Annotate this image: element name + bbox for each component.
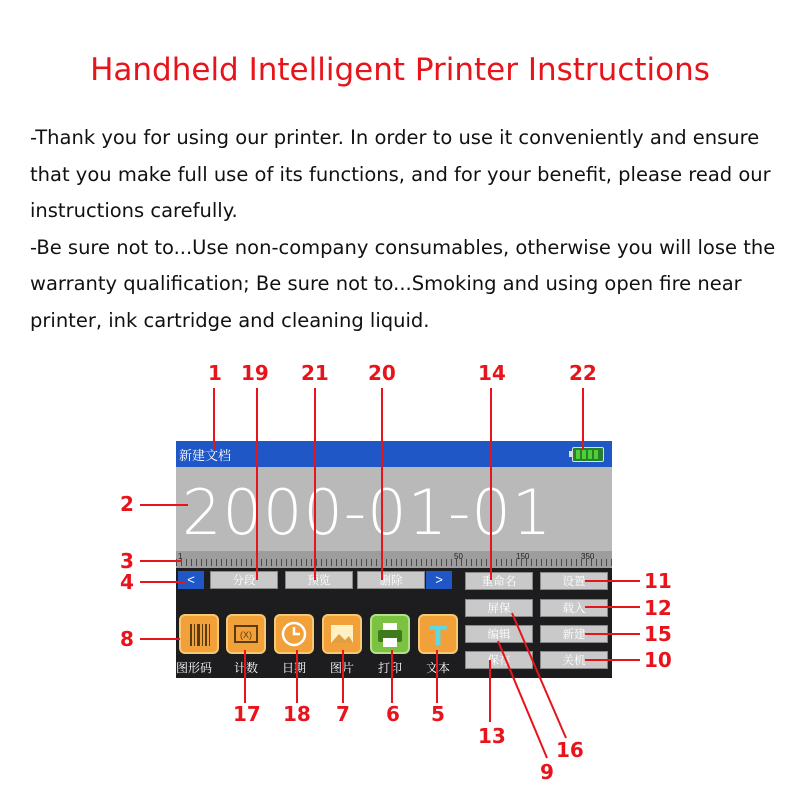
document-title: 新建文档 — [179, 448, 232, 463]
page-title: Handheld Intelligent Printer Instructions — [90, 52, 710, 88]
date-label: 日期 — [282, 661, 307, 675]
callout-3: 3 — [120, 549, 134, 573]
image-label: 图片 — [330, 661, 355, 675]
callout-7: 7 — [336, 702, 350, 726]
svg-text:(X): (X) — [240, 630, 252, 640]
callout-2: 2 — [120, 492, 134, 516]
callout-18: 18 — [283, 702, 311, 726]
callout-21: 21 — [301, 361, 329, 385]
callout-9: 9 — [540, 760, 554, 784]
shutdown-button[interactable]: 关机 — [540, 651, 608, 669]
save-button[interactable]: 保存 — [465, 651, 533, 669]
nav-left-button[interactable]: < — [178, 571, 204, 589]
intro-paragraph-2: -Be sure not to...Use non-company consumables, otherwise you will lose the warranty qualification; Be sure not to...Smoking and using open fire near printer, ink cartridge and cleaning liquid. — [30, 235, 776, 332]
ruler-label: 1 — [178, 552, 183, 561]
callout-15: 15 — [644, 622, 672, 646]
callout-17: 17 — [233, 702, 261, 726]
load-button[interactable]: 载入 — [540, 599, 608, 617]
callout-8: 8 — [120, 627, 134, 651]
callout-22: 22 — [569, 361, 597, 385]
rename-button[interactable]: 重命名 — [465, 572, 533, 590]
callout-10: 10 — [644, 648, 672, 672]
callout-12: 12 — [644, 596, 672, 620]
preview-button[interactable]: 预览 — [285, 571, 353, 589]
settings-button[interactable]: 设置 — [540, 572, 608, 590]
segment-button[interactable]: 分段 — [210, 571, 278, 589]
callout-11: 11 — [644, 569, 672, 593]
callout-14: 14 — [478, 361, 506, 385]
callout-13: 13 — [478, 724, 506, 748]
callout-16: 16 — [556, 738, 584, 762]
text-label: 文本 — [426, 661, 451, 675]
nav-right-button[interactable]: > — [426, 571, 452, 589]
ruler-label: 350 — [581, 552, 595, 561]
intro-paragraph-1: -Thank you for using our printer. In order to use it conveniently and ensure that you make full use of its functions, and for your benefit, please read our instructions carefully. — [30, 126, 771, 222]
counter-label: 计数 — [234, 661, 259, 675]
callout-20: 20 — [368, 361, 396, 385]
edit-button[interactable]: 编辑 — [465, 625, 533, 643]
display-text: 2000-01-01 — [182, 476, 553, 549]
callout-5: 5 — [431, 702, 445, 726]
callout-4: 4 — [120, 570, 134, 594]
callout-6: 6 — [386, 702, 400, 726]
new-button[interactable]: 新建 — [540, 625, 608, 643]
print-label: 打印 — [378, 661, 403, 675]
ruler-label: 150 — [516, 552, 530, 561]
screensaver-button[interactable]: 屏保 — [465, 599, 533, 617]
svg-text:T: T — [429, 622, 447, 652]
delete-button[interactable]: 删除 — [357, 571, 425, 589]
callout-1: 1 — [208, 361, 222, 385]
callout-19: 19 — [241, 361, 269, 385]
ruler-label: 50 — [454, 552, 463, 561]
barcode-label: 图形码 — [176, 661, 213, 675]
